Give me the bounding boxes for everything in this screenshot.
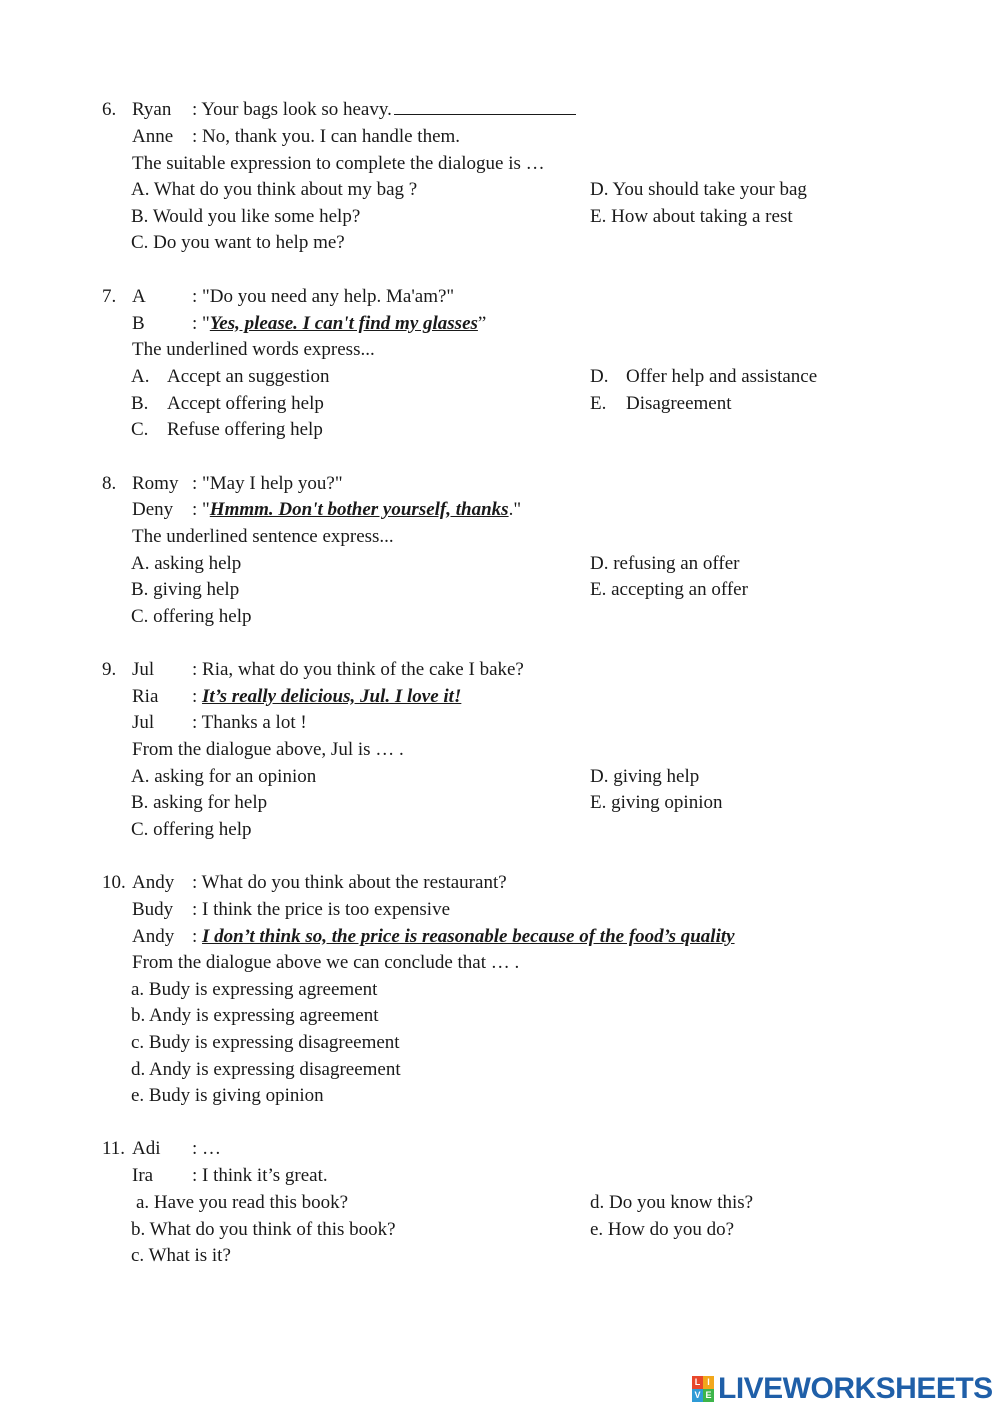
q8-speaker-2: Deny [132, 499, 174, 520]
q11-number: 11. [102, 1138, 126, 1159]
q11-option-e[interactable]: e. How do you do? [590, 1219, 735, 1240]
q10-speaker-2: Budy [132, 899, 174, 920]
q10-option-e[interactable]: e. Budy is giving opinion [131, 1085, 324, 1106]
q7-line-2 [192, 311, 486, 337]
q9-line-2-pre: : [192, 686, 203, 707]
q8-line-2-post: ." [508, 499, 522, 520]
q8-option-a[interactable]: A. asking help [131, 553, 242, 574]
q9-number: 9. [102, 659, 117, 680]
q8-option-d[interactable]: D. refusing an offer [590, 553, 740, 574]
q10-line-2: : I think the price is too expensive [192, 899, 451, 920]
q9-option-a[interactable]: A. asking for an opinion [131, 766, 317, 787]
q9-line-3: : Thanks a lot ! [192, 712, 307, 733]
q7-line-2-post: ” [477, 313, 487, 334]
q7-speaker-2: B [132, 313, 145, 334]
q6-line-2: : No, thank you. I can handle them. [192, 126, 461, 147]
q8-underlined-sentence: Hmmm. Don't bother yourself, thanks [209, 499, 509, 520]
q6-option-b[interactable]: B. Would you like some help? [131, 206, 361, 227]
q7-option-c-letter: C. [131, 419, 149, 440]
q6-option-e[interactable]: E. How about taking a rest [590, 206, 793, 227]
q11-option-a[interactable]: a. Have you read this book? [136, 1192, 349, 1213]
q8-speaker-1: Romy [132, 473, 179, 494]
q7-option-a-letter: A. [131, 366, 150, 387]
q9-speaker-3: Jul [132, 712, 155, 733]
q7-line-2-pre: : " [192, 313, 210, 334]
q10-line-3 [192, 924, 735, 950]
q6-answer-blank[interactable] [394, 97, 576, 115]
q10-line-1: : What do you think about the restaurant? [192, 872, 507, 893]
q9-stem: From the dialogue above, Jul is … . [132, 739, 404, 760]
q9-speaker-2: Ria [132, 686, 159, 707]
q7-option-d-text: Offer help and assistance [626, 366, 818, 387]
q8-option-e[interactable]: E. accepting an offer [590, 579, 748, 600]
q6-stem: The suitable expression to complete the dialogue is … [132, 153, 545, 174]
logo-icon-tile-e: E [703, 1389, 714, 1402]
q7-option-d-letter: D. [590, 366, 609, 387]
q10-speaker-3: Andy [132, 926, 175, 947]
q9-line-2 [192, 684, 461, 710]
q8-option-c[interactable]: C. offering help [131, 606, 252, 627]
q11-line-2: : I think it’s great. [192, 1165, 328, 1186]
liveworksheets-logo-icon [692, 1376, 714, 1402]
q6-line-1 [192, 97, 576, 123]
q8-line-2 [192, 497, 521, 523]
q10-stem: From the dialogue above we can conclude that … . [132, 952, 520, 973]
q10-line-3-pre: : [192, 926, 203, 947]
q7-option-c[interactable] [131, 417, 323, 443]
q11-option-c[interactable]: c. What is it? [131, 1245, 231, 1266]
q10-underlined-sentence: I don’t think so, the price is reasonable because of the food’s quality [202, 926, 735, 947]
logo-icon-tile-v: V [692, 1389, 703, 1402]
q9-underlined-sentence: It’s really delicious, Jul. I love it! [202, 686, 462, 707]
q10-option-c[interactable]: c. Budy is expressing disagreement [131, 1032, 400, 1053]
q7-option-c-text: Refuse offering help [167, 419, 323, 440]
q11-speaker-2: Ira [132, 1165, 154, 1186]
q7-option-d[interactable] [590, 364, 817, 390]
q7-option-a-text: Accept an suggestion [167, 366, 330, 387]
q8-line-1: : "May I help you?" [192, 473, 343, 494]
q9-line-1: : Ria, what do you think of the cake I bake? [192, 659, 524, 680]
q7-line-1: : "Do you need any help. Ma'am?" [192, 286, 455, 307]
q7-option-b-text: Accept offering help [167, 393, 324, 414]
q6-line-1-text: : Your bags look so heavy. [192, 99, 392, 120]
logo-icon-tile-l: L [692, 1376, 703, 1389]
q8-option-b[interactable]: B. giving help [131, 579, 240, 600]
q9-speaker-1: Jul [132, 659, 155, 680]
q7-option-b-letter: B. [131, 393, 149, 414]
q11-speaker-1: Adi [132, 1138, 161, 1159]
liveworksheets-logo [692, 1373, 993, 1405]
q9-option-d[interactable]: D. giving help [590, 766, 700, 787]
q7-option-e[interactable] [590, 391, 732, 417]
q11-line-1: : … [192, 1138, 222, 1159]
q6-option-a[interactable]: A. What do you think about my bag ? [131, 179, 418, 200]
q7-option-e-text: Disagreement [626, 393, 732, 414]
q11-option-b[interactable]: b. What do you think of this book? [131, 1219, 396, 1240]
q7-option-b[interactable] [131, 391, 324, 417]
q8-stem: The underlined sentence express... [132, 526, 394, 547]
q10-option-a[interactable]: a. Budy is expressing agreement [131, 979, 378, 1000]
q10-option-d[interactable]: d. Andy is expressing disagreement [131, 1059, 401, 1080]
q10-speaker-1: Andy [132, 872, 175, 893]
q6-speaker-2: Anne [132, 126, 174, 147]
q8-line-2-pre: : " [192, 499, 210, 520]
q6-speaker-1: Ryan [132, 99, 172, 120]
logo-icon-tile-i: I [703, 1376, 714, 1389]
q7-underlined-words: Yes, please. I can't find my glasses [209, 313, 478, 334]
q7-speaker-1: A [132, 286, 146, 307]
q6-number: 6. [102, 99, 117, 120]
q6-option-c[interactable]: C. Do you want to help me? [131, 232, 345, 253]
q9-option-b[interactable]: B. asking for help [131, 792, 268, 813]
q9-option-e[interactable]: E. giving opinion [590, 792, 723, 813]
q7-option-a[interactable] [131, 364, 330, 390]
q7-number: 7. [102, 286, 117, 307]
q10-number: 10. [102, 872, 126, 893]
q6-option-d[interactable]: D. You should take your bag [590, 179, 807, 200]
q8-number: 8. [102, 473, 117, 494]
q7-option-e-letter: E. [590, 393, 607, 414]
liveworksheets-logo-text: LIVEWORKSHEETS [718, 1372, 993, 1405]
q7-stem: The underlined words express... [132, 339, 375, 360]
q9-option-c[interactable]: C. offering help [131, 819, 252, 840]
q11-option-d[interactable]: d. Do you know this? [590, 1192, 754, 1213]
q10-option-b[interactable]: b. Andy is expressing agreement [131, 1005, 379, 1026]
